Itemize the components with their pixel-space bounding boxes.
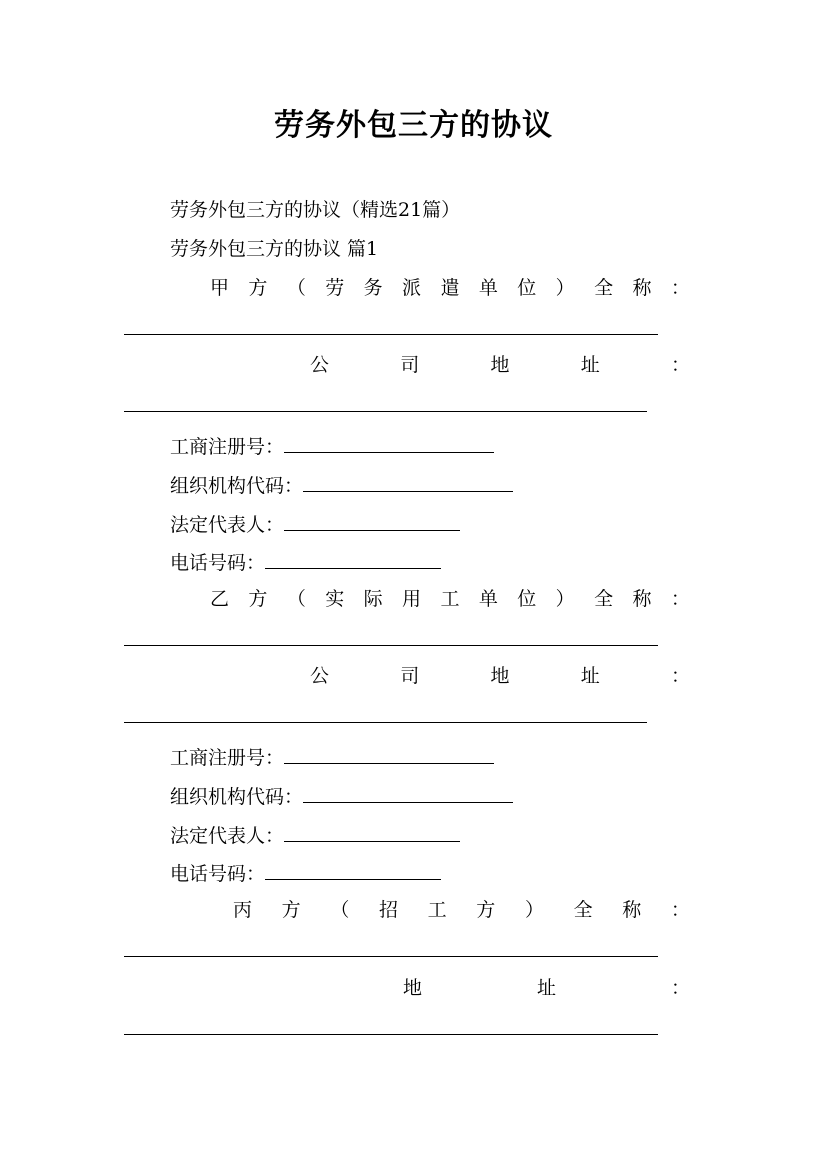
party-b-reg-row [170, 743, 494, 770]
party-a-reg-blank[interactable] [284, 432, 494, 453]
party-b-rep-blank[interactable] [284, 821, 460, 842]
party-b-fullname-blank[interactable] [124, 645, 658, 646]
party-c-address-label: 地 址 ： [403, 977, 690, 999]
party-b-reg-label: 工商注册号： [170, 747, 285, 769]
party-a-org-blank[interactable] [303, 471, 513, 492]
party-a-phone-label: 电话号码： [170, 552, 266, 574]
party-b-address-label: 公 司 地 址 ： [310, 665, 690, 687]
party-b-phone-label: 电话号码： [170, 863, 266, 885]
party-a-fullname-label: 甲 方 （ 劳 务 派 遣 单 位 ） 全 称 ： [210, 277, 690, 299]
party-a-address-label: 公 司 地 址 ： [310, 354, 690, 376]
party-c-fullname-blank[interactable] [124, 956, 658, 957]
party-a-rep-row [170, 510, 460, 537]
party-c-address-blank[interactable] [124, 1034, 658, 1035]
party-b-rep-row [170, 821, 460, 848]
party-a-reg-row [170, 432, 494, 459]
party-b-org-row [170, 782, 513, 809]
party-b-address-blank[interactable] [124, 722, 647, 723]
party-a-fullname-blank[interactable] [124, 334, 658, 335]
party-a-org-row [170, 471, 513, 498]
party-a-phone-blank[interactable] [265, 548, 441, 569]
party-a-rep-blank[interactable] [284, 510, 460, 531]
party-b-phone-blank[interactable] [265, 859, 441, 880]
section-heading: 劳务外包三方的协议 篇1 [170, 238, 379, 260]
party-a-rep-label: 法定代表人： [170, 514, 285, 536]
party-a-phone-row [170, 548, 441, 575]
party-b-phone-row [170, 859, 441, 886]
party-b-rep-label: 法定代表人： [170, 825, 285, 847]
document-subtitle: 劳务外包三方的协议（精选21篇） [170, 199, 461, 221]
document-title: 劳务外包三方的协议 [274, 108, 553, 143]
party-b-fullname-label: 乙 方 （ 实 际 用 工 单 位 ） 全 称 ： [210, 588, 690, 610]
party-b-org-blank[interactable] [303, 782, 513, 803]
party-a-address-blank[interactable] [124, 411, 647, 412]
party-b-reg-blank[interactable] [284, 743, 494, 764]
party-b-org-label: 组织机构代码： [170, 786, 304, 808]
party-a-org-label: 组织机构代码： [170, 475, 304, 497]
party-c-fullname-label: 丙 方 （ 招 工 方 ） 全 称 ： [233, 899, 690, 921]
party-a-reg-label: 工商注册号： [170, 436, 285, 458]
